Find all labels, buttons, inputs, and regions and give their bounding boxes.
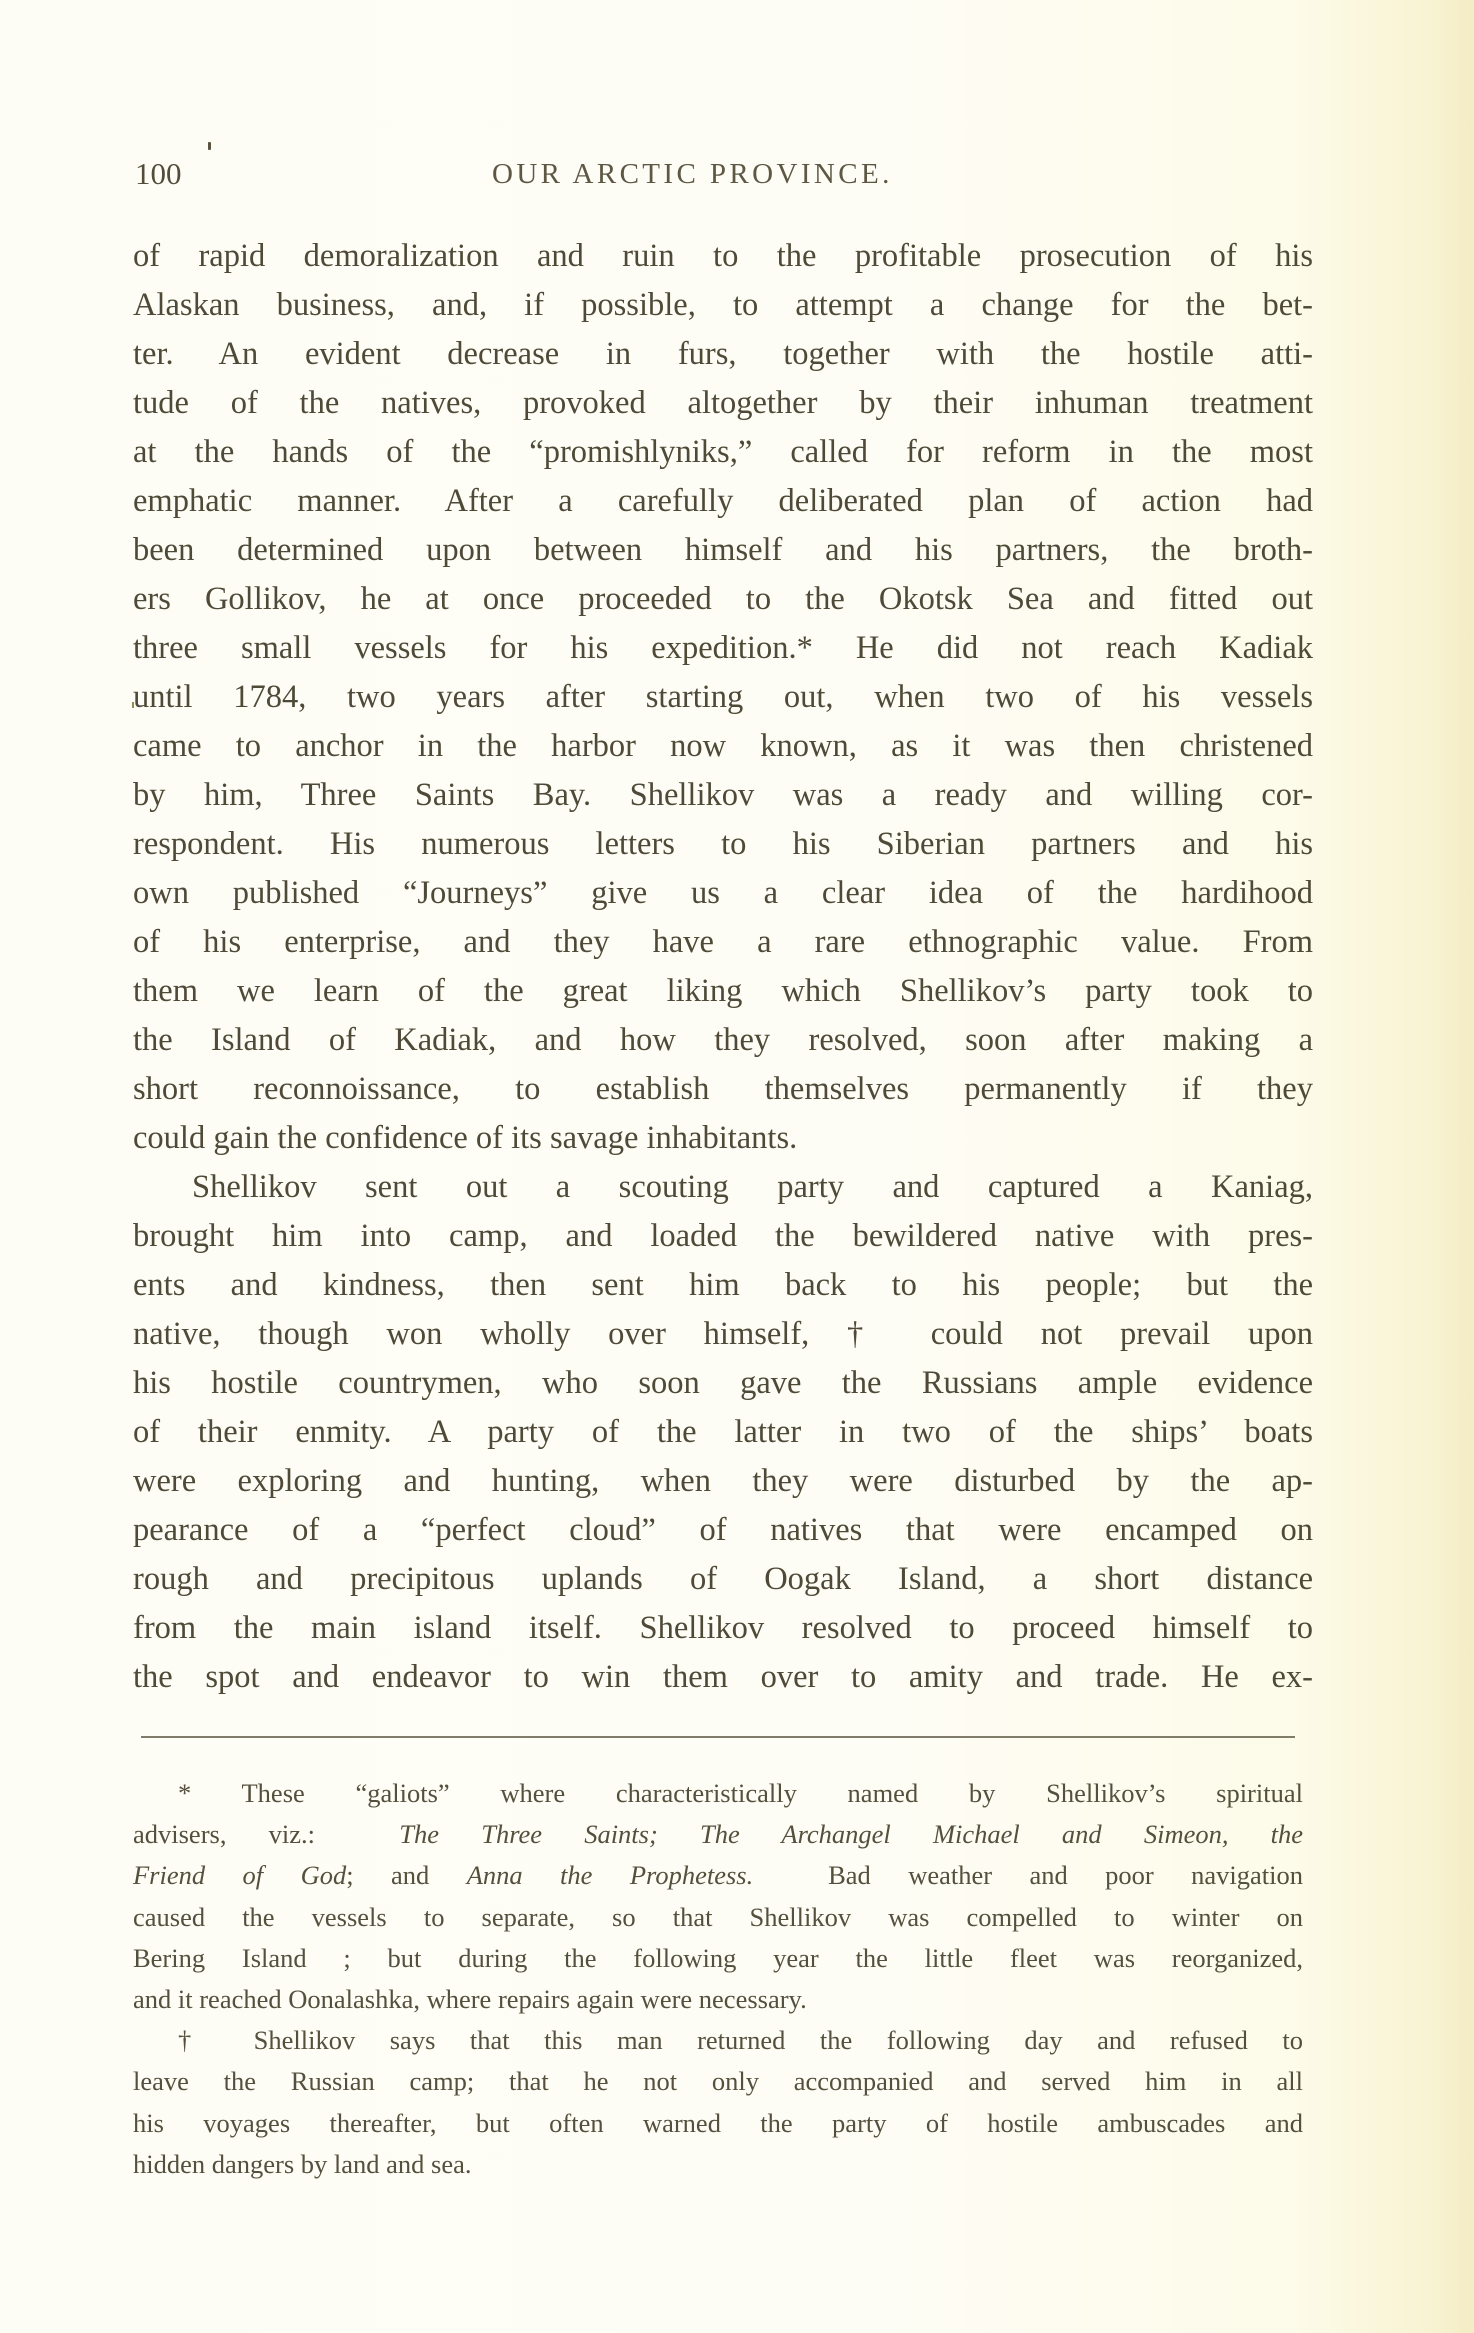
footnote-text: hidden dangers by land and sea. (133, 2148, 472, 2179)
footnote-text: Bering Island ; but during the following year the little fleet was reorganized, (133, 1942, 1303, 1973)
line-text: respondent. His numerous letters to his Siberian partners and his (133, 826, 1313, 862)
line-text: own published “Journeys” give us a clear idea of the hardihood (133, 875, 1313, 911)
footnote-text: caused the vessels to separate, so that Shellikov was compelled to winter on (133, 1901, 1303, 1932)
body-line (133, 722, 1313, 771)
line-text: ter. An evident decrease in furs, together with the hostile atti- (133, 336, 1313, 372)
footnote-1-line (133, 1814, 1303, 1855)
running-head: OUR ARCTIC PROVINCE. (492, 158, 893, 190)
body-line (133, 1555, 1313, 1604)
body-line (133, 575, 1313, 624)
body-line (133, 1016, 1313, 1065)
body-line (133, 477, 1313, 526)
line-text: emphatic manner. After a carefully deliberated plan of action had (133, 483, 1313, 519)
footnote-1-line (133, 1855, 1303, 1896)
body-line (133, 1457, 1313, 1506)
footnotes (133, 1773, 1303, 2185)
line-text: the Island of Kadiak, and how they resolved, soon after making a (133, 1022, 1313, 1058)
line-text: brought him into camp, and loaded the bewildered native with pres- (133, 1218, 1313, 1254)
line-text: three small vessels for his expedition.* He did not reach Kadiak (133, 630, 1313, 666)
body-line (133, 1065, 1313, 1114)
ship-name-italic: Anna the Prophetess. (466, 1860, 754, 1891)
line-text: from the main island itself. Shellikov resolved to proceed himself to (133, 1610, 1313, 1646)
page-number: 100 (135, 156, 182, 191)
footnote-separator (141, 1736, 1295, 1738)
line-text: short reconnoissance, to establish themselves permanently if they (133, 1071, 1313, 1107)
footnote-text: * These “galiots” where characteristically named by Shellikov’s spiritual (178, 1778, 1303, 1808)
body-text (133, 232, 1313, 1702)
body-line (133, 1114, 1313, 1163)
body-line (133, 820, 1313, 869)
footnote-2-line (133, 2144, 1303, 2185)
footnote-1-line (133, 1938, 1303, 1979)
footnote-1-line (133, 1773, 1303, 1814)
line-text: been determined upon between himself and his partners, the broth- (133, 532, 1313, 568)
ship-name-italic: Friend of God (133, 1860, 347, 1891)
footnote-text: leave the Russian camp; that he not only accompanied and served him in all (133, 2066, 1303, 2097)
body-line (133, 330, 1313, 379)
body-line (133, 526, 1313, 575)
body-line (133, 1506, 1313, 1555)
body-line (133, 379, 1313, 428)
line-text: of their enmity. A party of the latter in two of the ships’ boats (133, 1414, 1313, 1450)
body-line (133, 428, 1313, 477)
footnote-text: Bad weather and poor navigation (828, 1860, 1304, 1891)
line-text: could gain the confidence of its savage inhabitants. (133, 1120, 798, 1156)
footnote-text: and it reached Oonalashka, where repairs again were necessary. (133, 1983, 807, 2014)
line-text: Alaskan business, and, if possible, to attempt a change for the bet- (133, 287, 1313, 323)
footnote-text: † Shellikov says that this man returned the following day and refused to (178, 2025, 1303, 2056)
footnote-text: his voyages thereafter, but often warned the party of hostile ambuscades and (133, 2107, 1303, 2138)
body-line (133, 281, 1313, 330)
line-text: were exploring and hunting, when they were disturbed by the ap- (133, 1463, 1313, 1499)
line-text: Shellikov sent out a scouting party and captured a Kaniag, (192, 1169, 1313, 1205)
line-text: until 1784, two years after starting out, when two of his vessels (133, 679, 1313, 715)
body-line (133, 673, 1313, 722)
footnote-1-line (133, 1979, 1303, 2020)
line-text: tude of the natives, provoked altogether by their inhuman treatment (133, 385, 1313, 421)
line-text: of rapid demoralization and ruin to the profitable prosecution of his (133, 238, 1313, 274)
body-line (133, 624, 1313, 673)
body-line (133, 1212, 1313, 1261)
footnote-2-line (133, 2103, 1303, 2144)
body-line (133, 1604, 1313, 1653)
footnote-1-line (133, 1897, 1303, 1938)
line-text: ents and kindness, then sent him back to his people; but the (133, 1267, 1313, 1303)
body-line (133, 232, 1313, 281)
footnote-2-line (133, 2061, 1303, 2102)
footnote-text: ; and (346, 1860, 430, 1891)
body-line (133, 1653, 1313, 1702)
paragraph-start-line (133, 1163, 1313, 1212)
print-mark (208, 142, 211, 150)
body-line (133, 967, 1313, 1016)
line-text: them we learn of the great liking which Shellikov’s party took to (133, 973, 1313, 1009)
line-text: by him, Three Saints Bay. Shellikov was a ready and willing cor- (133, 777, 1313, 813)
body-line (133, 918, 1313, 967)
footnote-text: advisers, viz.: (133, 1819, 315, 1850)
body-line (133, 1359, 1313, 1408)
line-text: rough and precipitous uplands of Oogak Island, a short distance (133, 1561, 1313, 1597)
line-text: ers Gollikov, he at once proceeded to the Okotsk Sea and fitted out (133, 581, 1313, 617)
ship-names-italic: The Three Saints; The Archangel Michael and Simeon, the (399, 1819, 1303, 1850)
line-text: of his enterprise, and they have a rare ethnographic value. From (133, 924, 1313, 960)
body-line (133, 869, 1313, 918)
line-text: came to anchor in the harbor now known, as it was then christened (133, 728, 1313, 764)
line-text: the spot and endeavor to win them over to amity and trade. He ex- (133, 1659, 1313, 1695)
line-text: his hostile countrymen, who soon gave the Russians ample evidence (133, 1365, 1313, 1401)
footnote-2-line (133, 2020, 1303, 2061)
line-text: native, though won wholly over himself, † could not prevail upon (133, 1316, 1313, 1352)
body-line (133, 1261, 1313, 1310)
line-text: at the hands of the “promishlyniks,” called for reform in the most (133, 434, 1313, 470)
body-line (133, 771, 1313, 820)
body-line (133, 1310, 1313, 1359)
line-text: pearance of a “perfect cloud” of natives that were encamped on (133, 1512, 1313, 1548)
body-line (133, 1408, 1313, 1457)
